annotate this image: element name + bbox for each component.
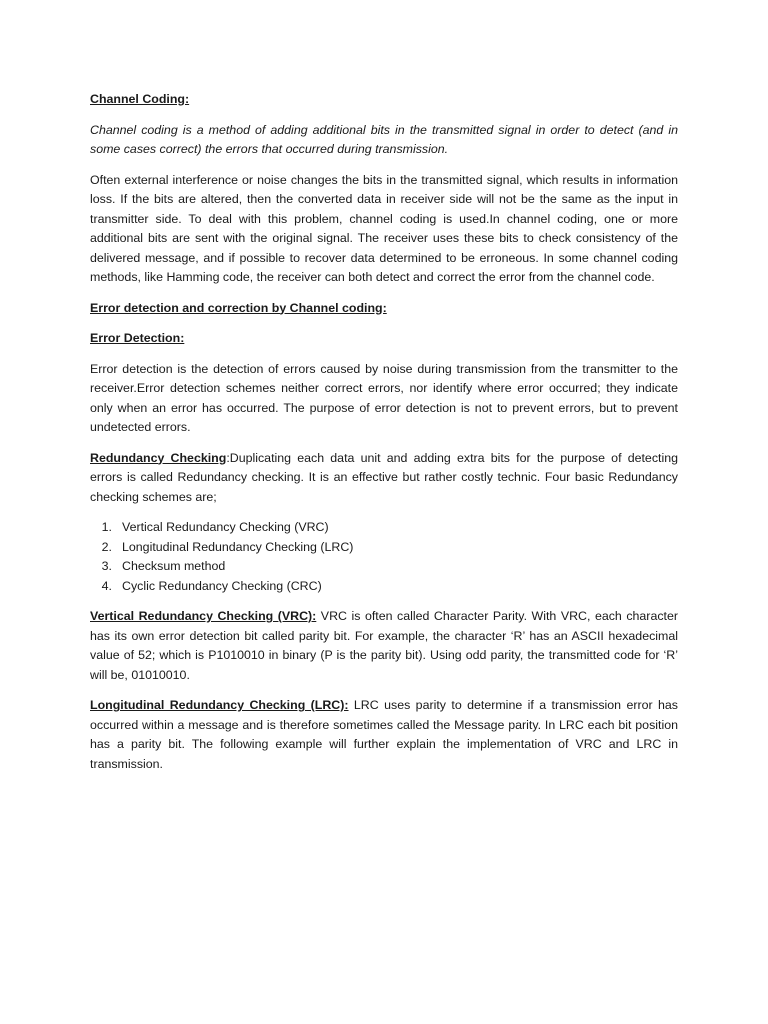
intro-paragraph: Often external interference or noise changes the bits in the transmitted signal, which results in information loss. If the bits are altered, then the converted data in receiver side will not be the same as the input in transmitter side. To deal with this problem, channel coding is used.In channel coding, one or more additional bits are sent with the original signal. The receiver uses these bits to check consistency of the delivered message, and if possible to recover data determined to be erroneous. In some channel coding methods, like Hamming code, the receiver can both detect and correct the error from the channel code. [90,172,678,284]
list-item [90,557,678,577]
list-item-text: Longitudinal Redundancy Checking (LRC) [122,539,354,554]
vrc-text: VRC is often called Character Parity. With VRC, each character has its own error detection bit called parity bit. For example, the character ‘R’ has an ASCII hexadecimal value of 52; which is P1010010 in binary (P is the parity bit). Using odd parity, the transmitted code for ‘R’ will be, 01010010. [90,609,678,682]
list-item-text: Checksum method [122,559,226,573]
vrc-heading: Vertical Redundancy Checking (VRC): [90,609,317,623]
list-item-number: 4. [101,578,112,593]
redundancy-checking-text: :Duplicating each data unit and adding extra bits for the purpose of detecting errors is called Redundancy checking. It is an effective but rather costly technic. Four basic Redundancy checking schemes are; [90,450,678,504]
lrc-heading: Longitudinal Redundancy Checking (LRC): [90,698,349,712]
list-item-text: Cyclic Redundancy Checking (CRC) [122,578,322,593]
redundancy-checking-paragraph [90,449,678,508]
lrc-text: LRC uses parity to determine if a transmission error has occurred within a message and is therefore sometimes called the Message parity. In LRC each bit position has a parity bit. The following example will further explain the implementation of VRC and LRC in transmission. [90,698,679,771]
list-item-number: 2. [101,539,112,554]
list-item-text: Vertical Redundancy Checking (VRC) [122,520,329,534]
list-item [90,518,678,538]
document-page [90,90,678,785]
error-detection-paragraph: Error detection is the detection of errors caused by noise during transmission from the transmitter to the receiver.Error detection schemes neither correct errors, nor identify where error occurred; they indicate only when an error has occurred. The purpose of error detection is not to prevent errors, but to prevent undetected errors. [90,361,678,434]
subheading-error-detection: Error Detection: [90,331,185,345]
lrc-paragraph [90,696,678,774]
list-item-number: 3. [101,559,112,573]
redundancy-checking-heading: Redundancy Checking [90,450,227,465]
vrc-paragraph [90,607,678,685]
subheading-error-detection-correction: Error detection and correction by Channel coding: [90,300,387,315]
list-item [90,538,678,558]
list-item [90,577,678,597]
document-title: Channel Coding: [90,92,190,106]
redundancy-schemes-list [90,518,678,596]
list-item-number: 1. [101,520,112,534]
channel-coding-definition: Channel coding is a method of adding additional bits in the transmitted signal in order to detect (and in some cases correct) the errors that occurred during transmission. [90,122,678,156]
